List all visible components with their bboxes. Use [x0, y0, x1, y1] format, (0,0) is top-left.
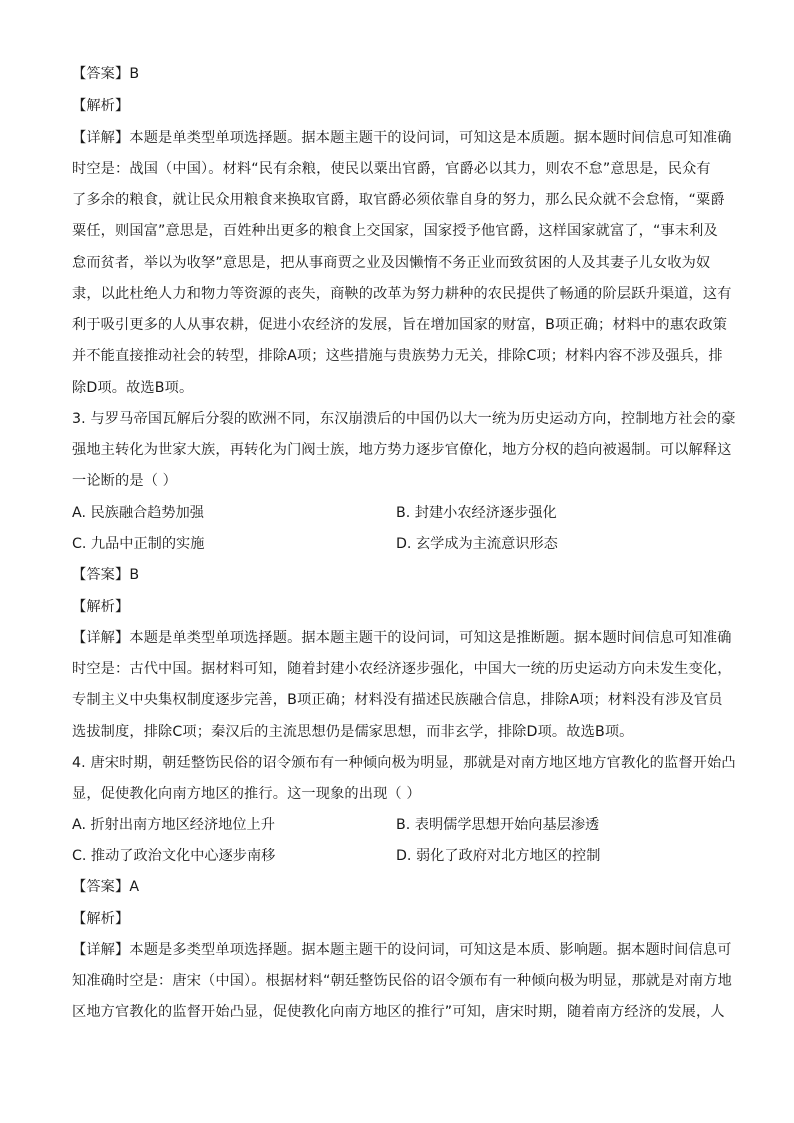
detail-line: 时空是：战国（中国）。材料“民有余粮，使民以粟出官爵，官爵必以其力，则农不怠”意思是，民众有: [72, 161, 711, 177]
option-a: A. 折射出南方地区经济地位上升: [72, 817, 275, 833]
option-c: C. 推动了政治文化中心逐步南移: [72, 848, 276, 864]
detail-line: 并不能直接推动社会的转型，排除A项；这些措施与贵族势力无关，排除C项；材料内容不涉及强兵，排: [72, 348, 723, 364]
detail-line: 选拔制度，排除C项；秦汉后的主流思想仍是儒家思想，而非玄学，排除D项。故选B项。: [72, 724, 634, 740]
question-stem-line: 显，促使教化向南方地区的推行。这一现象的出现（ ）: [72, 786, 421, 802]
detail-line: 【详解】本题是单类型单项选择题。据本题主题干的设问词，可知这是推断题。据本题时间信息可知准确: [72, 630, 732, 646]
question-stem-line: 3. 与罗马帝国瓦解后分裂的欧洲不同，东汉崩溃后的中国仍以大一统为历史运动方向，控制地方社会的豪: [72, 411, 736, 427]
answer-label: 【答案】B: [72, 66, 140, 82]
detail-line: 专制主义中央集权制度逐步完善，B项正确；材料没有描述民族融合信息，排除A项；材料没有涉及官员: [72, 692, 723, 708]
detail-line: 时空是：古代中国。据材料可知，随着封建小农经济逐步强化，中国大一统的历史运动方向未发生变化，: [72, 661, 732, 677]
question-stem-line: 4. 唐宋时期，朝廷整饬民俗的诏令颁布有一种倾向极为明显，那就是对南方地区地方官教化的监督开始凸: [72, 755, 736, 771]
answer-label: 【答案】B: [72, 567, 140, 583]
answer-label: 【答案】A: [72, 879, 140, 895]
detail-line: 了多余的粮食，就让民众用粮食来换取官爵，取官爵必须依靠自身的努力，那么民众就不会怠惰，“粟爵: [72, 192, 725, 208]
detail-line: 粟任，则国富”意思是，百姓种出更多的粮食上交国家，国家授予他官爵，这样国家就富了，“事末利及: [72, 223, 718, 239]
option-a: A. 民族融合趋势加强: [72, 505, 204, 521]
option-b: B. 表明儒学思想开始向基层渗透: [396, 817, 600, 833]
analysis-label: 【解析】: [72, 911, 130, 927]
option-b: B. 封建小农经济逐步强化: [396, 505, 557, 521]
detail-line: 【详解】本题是多类型单项选择题。据本题主题干的设问词，可知这是本质、影响题。据本题时间信息可: [72, 942, 732, 958]
question-stem-line: 强地主转化为世家大族，再转化为门阀士族，地方势力逐步官僚化，地方分权的趋向被遏制。可以解释这: [72, 442, 732, 458]
analysis-label: 【解析】: [72, 599, 130, 615]
option-c: C. 九品中正制的实施: [72, 536, 205, 552]
detail-line: 怠而贫者，举以为收孥”意思是，把从事商贾之业及因懒惰不务正业而致贫困的人及其妻子儿女收为奴: [72, 255, 711, 271]
option-d: D. 弱化了政府对北方地区的控制: [396, 848, 601, 864]
detail-line: 隶，以此杜绝人力和物力等资源的丧失，商鞅的改革为努力耕种的农民提供了畅通的阶层跃升渠道，这有: [72, 286, 732, 302]
question-stem-line: 一论断的是（ ）: [72, 473, 178, 489]
detail-line: 除D项。故选B项。: [72, 380, 194, 396]
detail-line: 知准确时空是：唐宋（中国）。根据材料“朝廷整饬民俗的诏令颁布有一种倾向极为明显，那就是对南方地: [72, 973, 732, 989]
detail-line: 区地方官教化的监督开始凸显，促使教化向南方地区的推行”可知，唐宋时期，随着南方经济的发展，人: [72, 1004, 725, 1020]
analysis-label: 【解析】: [72, 98, 130, 114]
detail-line: 利于吸引更多的人从事农耕，促进小农经济的发展，旨在增加国家的财富，B项正确；材料中的惠农政策: [72, 317, 728, 333]
detail-line: 【详解】本题是单类型单项选择题。据本题主题干的设问词，可知这是本质题。据本题时间信息可知准确: [72, 130, 732, 146]
option-d: D. 玄学成为主流意识形态: [396, 536, 558, 552]
